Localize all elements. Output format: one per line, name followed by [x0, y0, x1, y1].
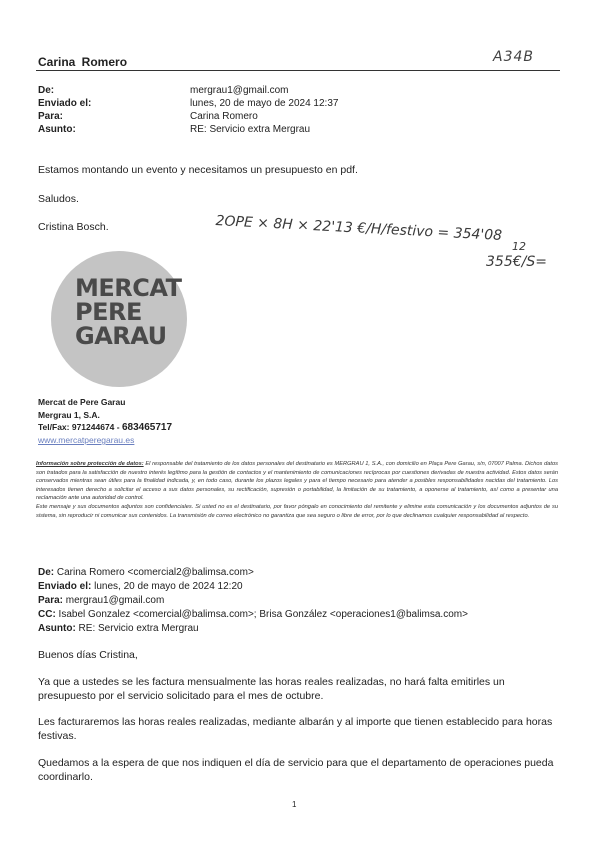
- email2-paragraph: Ya que a ustedes se les factura mensualmente las horas reales realizadas, no hará falta emitirles un presupuesto por el servicio solicitado para el mes de octubre.: [38, 676, 505, 702]
- email2-cc-row: [38, 609, 468, 620]
- field-value: lunes, 20 de mayo de 2024 12:37: [190, 98, 339, 109]
- email2-sent-row: [38, 581, 243, 592]
- legal-notice: [36, 460, 558, 520]
- field-key: De:: [38, 85, 55, 96]
- field-key: De:: [38, 567, 55, 578]
- field-key: Enviado el:: [38, 581, 92, 592]
- field-value: mergrau1@gmail.com: [190, 85, 289, 96]
- field-value: RE: Servicio extra Mergrau: [75, 623, 199, 634]
- field-key: Enviado el:: [38, 98, 92, 109]
- email2-from-row: [38, 567, 254, 578]
- field-value: RE: Servicio extra Mergrau: [190, 124, 311, 135]
- logo-text-line: GARAU: [75, 322, 167, 350]
- email2-paragraph: Quedamos a la espera de que nos indiquen el día de servicio para que el departamento de operaciones pueda coordinarlo.: [38, 757, 554, 783]
- signature-phone: [38, 422, 172, 433]
- website-link[interactable]: www.mercatperegarau.es: [38, 435, 135, 445]
- email2-paragraph: Les facturaremos las horas reales realizadas, mediante albarán y al importe que tienen establecido para horas festivas.: [38, 716, 553, 742]
- email2-subject-row: [38, 623, 199, 634]
- logo-text-line: MERCAT: [75, 274, 182, 302]
- field-key: Para:: [38, 111, 64, 122]
- field-key: Asunto:: [38, 623, 76, 634]
- email1-greeting: Saludos.: [38, 193, 79, 205]
- legal-paragraph: El responsable del tratamiento de los datos personales del destinatario es MERGRAU 1, S.A., con domicilio en Plaça Pere Garau, s/n, 07007 Palma. Dichos datos son tratados para la satisfacción de nuestro interés legítimo para la gestión de contactos y el mantenimiento de comunicaciones recíprocas por cuestiones derivadas de nuestra actividad. Estos datos serán conservados mientras sean útiles para la finalidad indicada, y, en todo caso, durante los plazos legales y para el tiempo necesario para atender a posibles responsabilidades nacidas del tratamiento. Los interesados tienen derecho a solicitar el acceso a sus datos personales, su rectificación, supresión o portabilidad, la limitación de su tratamiento, a oponerse al tratamiento, así como a presentar una reclamación ante una autoridad de control.: [36, 461, 558, 502]
- confidentiality-paragraph: Este mensaje y sus documentos adjuntos son confidenciales. Si usted no es el destinatario, por favor póngalo en conocimiento del remitente y elimine esta comunicación y los documentos adjuntos de su sistema, sin reproducir ni comunicar sus contenidos. La transmisión de correo electrónico no garantiza que sea seguro o libre de error, por lo que declinamos cualquier responsabilidad al respecto.: [36, 503, 558, 519]
- field-value: Isabel Gonzalez <comercial@balimsa.com>; Brisa González <operaciones1@balimsa.com>: [55, 609, 468, 620]
- handwritten-divisor: 12: [512, 240, 526, 253]
- sender-name: Carina Romero: [38, 55, 128, 69]
- handwritten-result: 355€/S=: [486, 254, 547, 270]
- field-value: Carina Romero: [190, 111, 258, 122]
- handwritten-doc-code: A34B: [493, 49, 534, 65]
- email2-to-row: [38, 595, 164, 606]
- phone-mobile: 683465717: [121, 422, 173, 433]
- legal-title: Información sobre protección de datos:: [36, 461, 144, 467]
- email1-body-line: Estamos montando un evento y necesitamos un presupuesto en pdf.: [38, 164, 358, 176]
- mercat-pere-garau-logo: [51, 251, 187, 387]
- page-number: 1: [292, 800, 297, 809]
- signature-entity: Mergrau 1, S.A.: [38, 410, 100, 420]
- field-key: Asunto:: [38, 124, 76, 135]
- email1-signoff: Cristina Bosch.: [38, 221, 109, 233]
- signature-company: Mercat de Pere Garau: [38, 397, 126, 407]
- handwritten-calculation: 2OPE × 8H × 22'13 €/H/festivo = 354'08: [215, 213, 503, 244]
- field-value: lunes, 20 de mayo de 2024 12:20: [91, 581, 243, 592]
- logo-text-line: PERE: [75, 298, 142, 326]
- phone-label: Tel/Fax: 971244674 -: [38, 422, 122, 432]
- field-value: Carina Romero <comercial2@balimsa.com>: [54, 567, 254, 578]
- field-key: CC:: [38, 609, 56, 620]
- field-key: Para:: [38, 595, 64, 606]
- field-value: mergrau1@gmail.com: [63, 595, 165, 606]
- header-divider: [36, 70, 560, 71]
- email2-greeting: Buenos días Cristina,: [38, 649, 138, 661]
